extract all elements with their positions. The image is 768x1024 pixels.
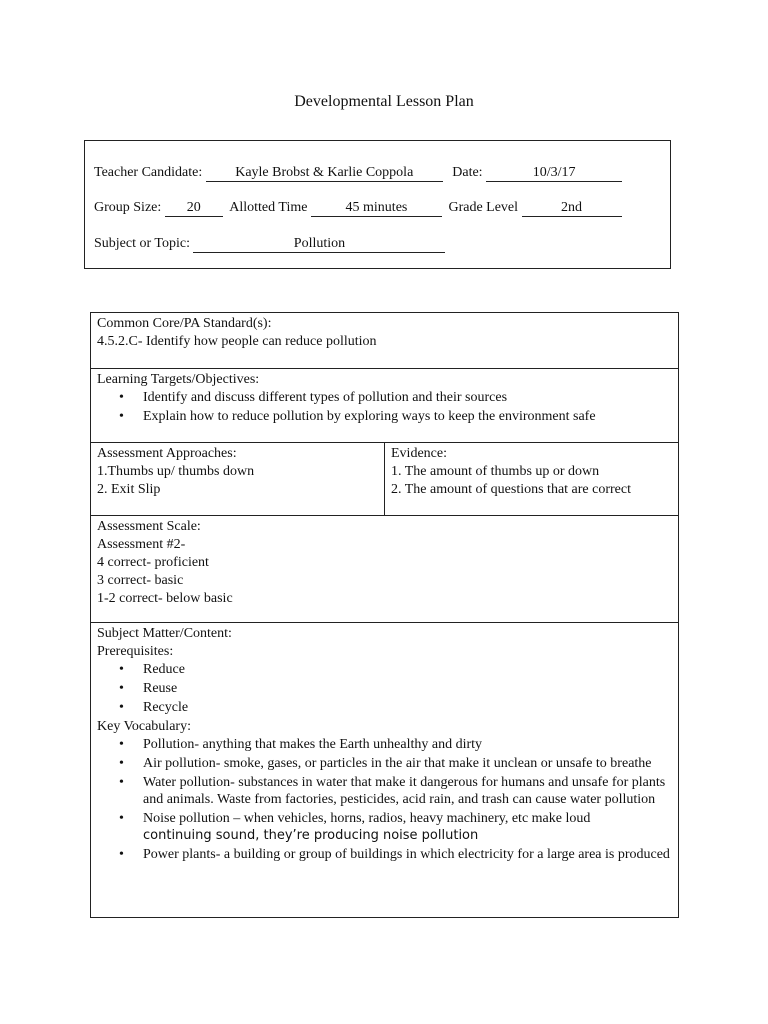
vocab-list: [97, 736, 672, 863]
objectives-heading: Learning Targets/Objectives:: [97, 372, 260, 387]
prereq-item: • Reuse: [143, 680, 672, 697]
vocab-item: • Pollution- anything that makes the Earth unhealthy and dirty: [143, 736, 672, 753]
approach-item: 2. Exit Slip: [97, 482, 161, 497]
prereq-list: [97, 661, 672, 716]
prereq-item: • Reduce: [143, 661, 672, 678]
header-info-box: [84, 140, 671, 269]
vocab-item: • Air pollution- smoke, gases, or particles in the air that make it unclean or unsafe to breathe: [143, 755, 672, 772]
objectives-row: [91, 369, 678, 443]
vocab-noise-continuation: continuing sound, they’re producing noise pollution: [143, 828, 479, 843]
date-label: Date:: [452, 165, 483, 180]
assessment-row: [91, 443, 678, 516]
assessment-approaches-cell: [91, 443, 385, 515]
subject-label: Subject or Topic:: [94, 236, 190, 251]
grade-level-label: Grade Level: [448, 200, 519, 215]
evidence-cell: [385, 443, 678, 515]
objective-item: • Identify and discuss different types of pollution and their sources: [143, 389, 672, 406]
standards-text: 4.5.2.C- Identify how people can reduce pollution: [97, 334, 377, 349]
prereq-heading: Prerequisites:: [97, 644, 174, 659]
evidence-item: 1. The amount of thumbs up or down: [391, 464, 600, 479]
teacher-label: Teacher Candidate:: [94, 165, 203, 180]
objective-item: • Explain how to reduce pollution by exploring ways to keep the environment safe: [143, 408, 672, 425]
assessment-scale-row: [91, 516, 678, 623]
scale-heading: Assessment Scale:: [97, 519, 201, 534]
group-size-value: 20: [165, 200, 223, 217]
evidence-heading: Evidence:: [391, 446, 447, 461]
lesson-plan-table: [90, 312, 679, 918]
standards-heading: Common Core/PA Standard(s):: [97, 316, 272, 331]
subject-line: [94, 235, 445, 253]
page-title: Developmental Lesson Plan: [294, 93, 474, 110]
objectives-list: [97, 389, 672, 425]
scale-line: 3 correct- basic: [97, 573, 184, 588]
scale-line: 4 correct- proficient: [97, 555, 209, 570]
prereq-item: • Recycle: [143, 699, 672, 716]
subject-value: Pollution: [193, 236, 445, 253]
vocab-item: • Water pollution- substances in water that make it dangerous for humans and unsafe for plants and animals. Waste from factories, pesticides, acid rain, and trash can cause water pollution: [143, 774, 672, 808]
date-value: 10/3/17: [486, 165, 622, 182]
teacher-line: [94, 164, 622, 182]
vocab-heading: Key Vocabulary:: [97, 719, 191, 734]
group-line: [94, 199, 622, 217]
teacher-value: Kayle Brobst & Karlie Coppola: [206, 165, 443, 182]
approaches-heading: Assessment Approaches:: [97, 446, 237, 461]
grade-level-value: 2nd: [522, 200, 622, 217]
approach-item: 1.Thumbs up/ thumbs down: [97, 464, 255, 479]
content-heading: Subject Matter/Content:: [97, 626, 232, 641]
vocab-item: [143, 810, 672, 844]
allotted-time-label: Allotted Time: [229, 200, 308, 215]
vocab-noise-line: Noise pollution – when vehicles, horns, radios, heavy machinery, etc make loud: [143, 811, 591, 826]
standards-row: [91, 313, 678, 369]
allotted-time-value: 45 minutes: [311, 200, 442, 217]
vocab-item: • Power plants- a building or group of buildings in which electricity for a large area is produced: [143, 846, 672, 863]
group-size-label: Group Size:: [94, 200, 162, 215]
scale-line: 1-2 correct- below basic: [97, 591, 233, 606]
content-row: [91, 623, 678, 917]
evidence-item: 2. The amount of questions that are correct: [391, 482, 631, 497]
scale-line: Assessment #2-: [97, 537, 186, 552]
